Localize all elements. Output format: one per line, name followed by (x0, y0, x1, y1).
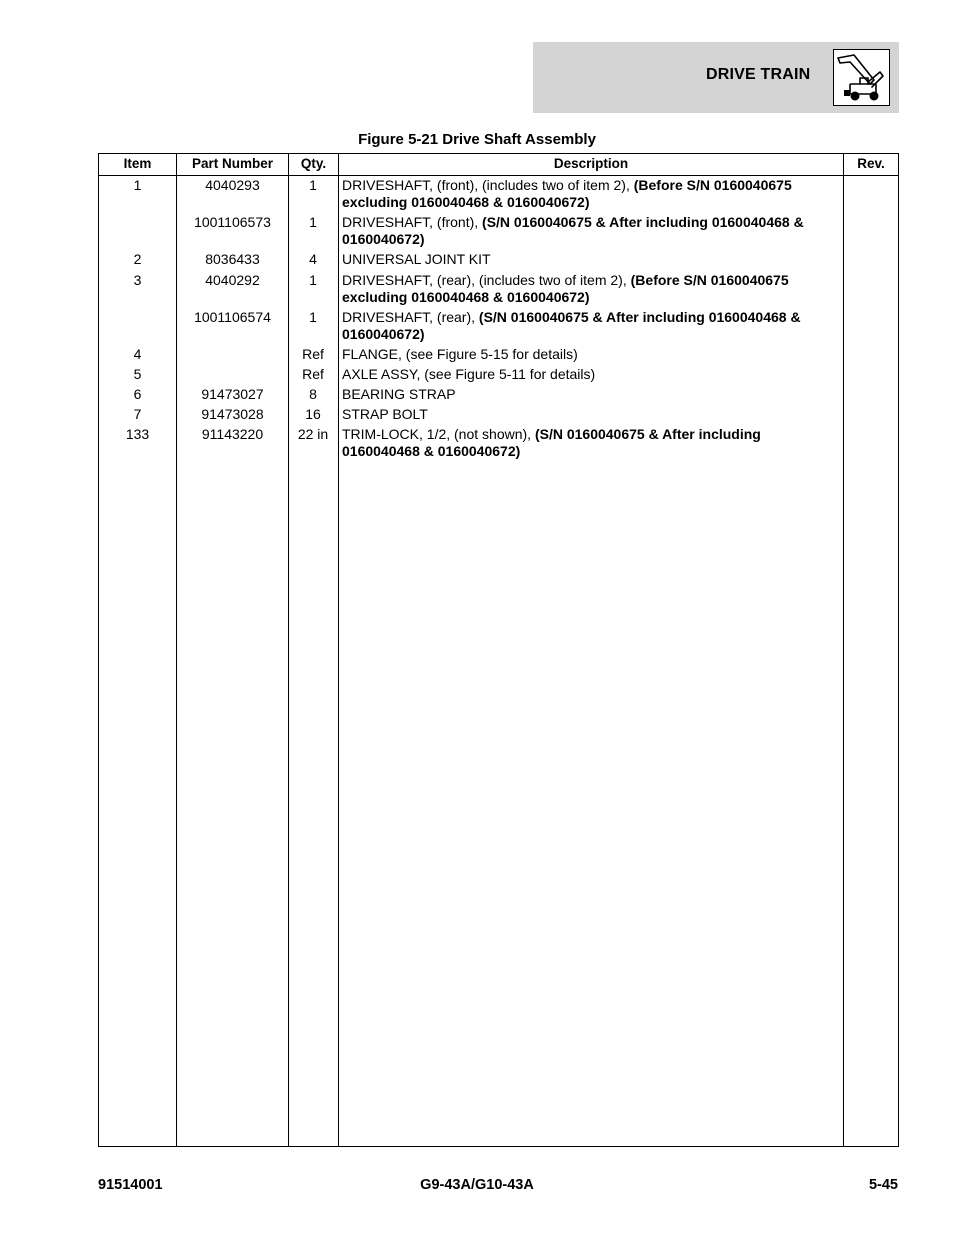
row-part-number: 91143220 (201, 426, 264, 442)
row-quantity: 1 (309, 309, 317, 325)
row-part-number: 1001106573 (194, 214, 271, 230)
row-description-text: FLANGE, (see Figure 5-15 for details) (342, 346, 578, 362)
column-divider (288, 154, 289, 1146)
column-header-item: Item (123, 156, 152, 171)
row-description-text: DRIVESHAFT, (rear), (342, 309, 479, 325)
section-title: DRIVE TRAIN (706, 66, 811, 83)
row-description (342, 406, 842, 423)
row-item-number: 7 (133, 406, 142, 422)
footer-model: G9-43A/G10-43A (420, 1177, 534, 1193)
header-divider (99, 175, 898, 176)
row-description-serial-note: (S/N 0160040675 & After including 0160040468 & 0160040672) (342, 426, 761, 459)
row-description-text: DRIVESHAFT, (front), (342, 214, 483, 230)
row-description-text: UNIVERSAL JOINT KIT (342, 251, 491, 267)
row-part-number: 91473027 (201, 386, 264, 402)
row-description (342, 214, 842, 248)
column-divider (176, 154, 177, 1146)
column-divider (843, 154, 844, 1146)
row-description-serial-note: (S/N 0160040675 & After including 0160040468 & 0160040672) (342, 214, 804, 247)
row-description (342, 309, 842, 343)
row-item-number: 1 (133, 177, 142, 193)
row-part-number: 1001106574 (194, 309, 271, 325)
row-quantity: 1 (309, 272, 317, 288)
row-part-number: 91473028 (201, 406, 264, 422)
row-item-number: 4 (133, 346, 142, 362)
row-description-text: AXLE ASSY, (see Figure 5-11 for details) (342, 366, 596, 382)
row-item-number: 3 (133, 272, 142, 288)
row-part-number: 4040292 (205, 272, 260, 288)
row-description-text: DRIVESHAFT, (front), (includes two of item 2), (342, 177, 634, 193)
row-item-number: 2 (133, 251, 142, 267)
row-item-number: 6 (133, 386, 142, 402)
row-description (342, 177, 842, 211)
column-header-rev: Rev. (857, 156, 885, 171)
row-description (342, 366, 842, 383)
row-description (342, 272, 842, 306)
row-quantity: 4 (309, 251, 317, 267)
column-header-part-number: Part Number (191, 156, 274, 171)
row-description-text: TRIM-LOCK, 1/2, (not shown), (342, 426, 535, 442)
column-header-description: Description (553, 156, 629, 171)
row-description-text: STRAP BOLT (342, 406, 428, 422)
row-description-serial-note: (S/N 0160040675 & After including 0160040468 & 0160040672) (342, 309, 801, 342)
row-description (342, 386, 842, 403)
row-part-number: 4040293 (205, 177, 260, 193)
row-quantity: 8 (309, 386, 317, 402)
row-quantity: 1 (309, 214, 317, 230)
row-quantity: 22 in (297, 426, 329, 442)
parts-table (98, 153, 899, 1147)
row-description (342, 346, 842, 363)
row-quantity: Ref (302, 366, 324, 382)
row-quantity: 1 (309, 177, 317, 193)
row-description-serial-note: (Before S/N 0160040675 excluding 0160040468 & 0160040672) (342, 272, 789, 305)
column-header-qty: Qty. (300, 156, 327, 171)
footer-document-number: 91514001 (98, 1177, 163, 1193)
row-description (342, 426, 842, 460)
row-quantity: 16 (305, 406, 321, 422)
lift-machine-icon (833, 49, 890, 106)
row-item-number: 133 (125, 426, 150, 442)
row-description (342, 251, 842, 268)
row-quantity: Ref (302, 346, 324, 362)
figure-title: Figure 5-21 Drive Shaft Assembly (358, 131, 596, 148)
row-description-text: BEARING STRAP (342, 386, 456, 402)
row-description-text: DRIVESHAFT, (rear), (includes two of item 2), (342, 272, 631, 288)
row-description-serial-note: (Before S/N 0160040675 excluding 0160040468 & 0160040672) (342, 177, 792, 210)
column-divider (338, 154, 339, 1146)
row-part-number: 8036433 (205, 251, 260, 267)
footer-page-number: 5-45 (868, 1177, 898, 1193)
row-item-number: 5 (133, 366, 142, 382)
